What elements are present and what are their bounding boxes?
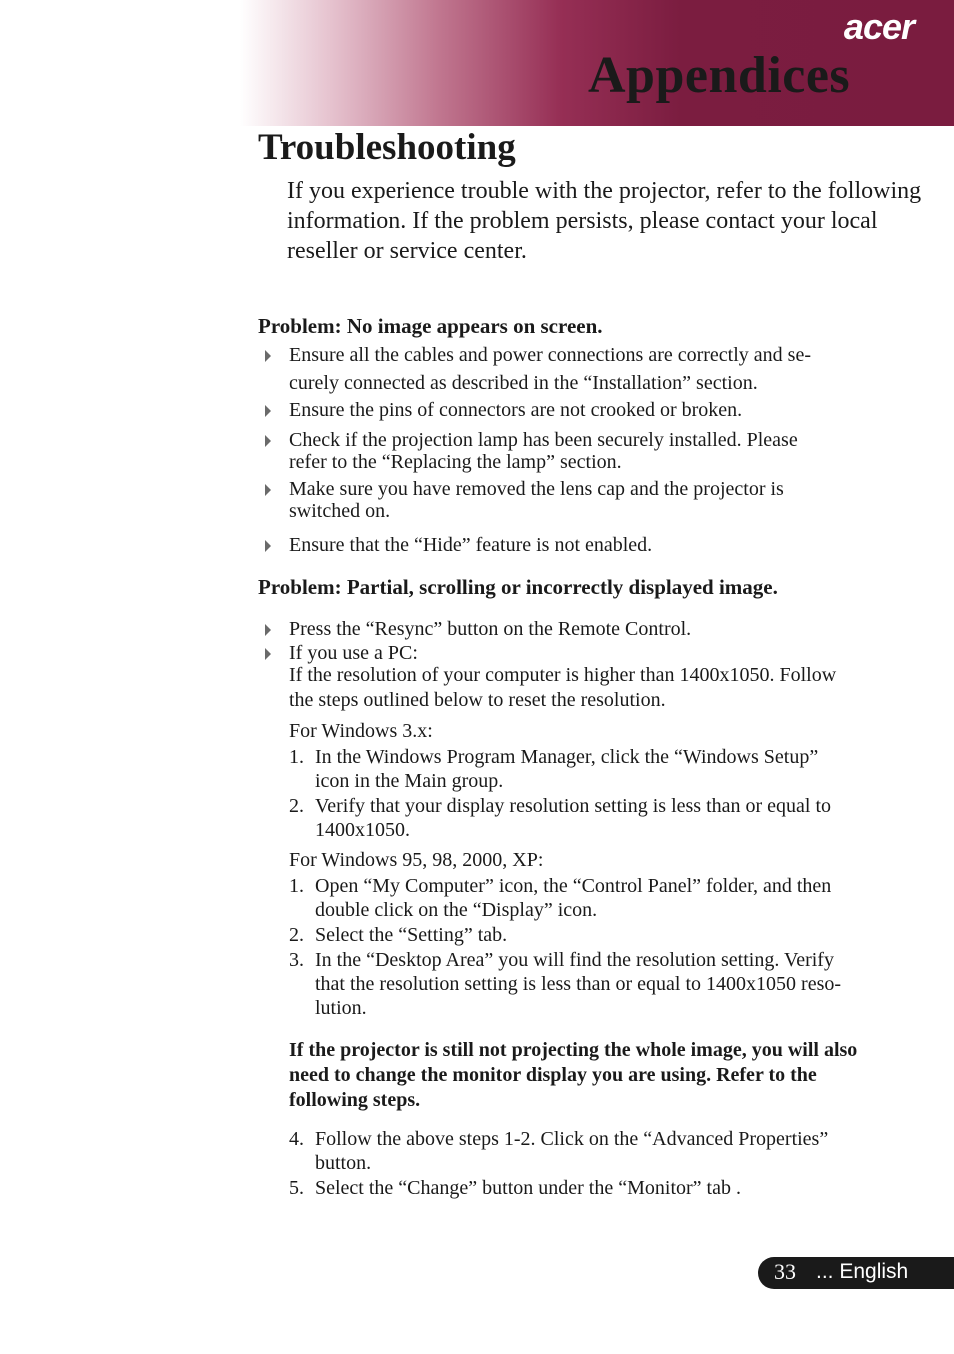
monitor-note: If the projector is still not projecting the whole image, you will also need to change the monitor display you are using. Refer to the following steps. [289, 1039, 858, 1111]
bullet-continuation: curely connected as described in the “Installation” section. [289, 372, 758, 394]
numbered-step: 1. Open “My Computer” icon, the “Control Panel” folder, and then double click on the “Display” icon. [289, 875, 832, 921]
chapter-title: Appendices [588, 47, 851, 104]
bullet-arrow-icon [265, 350, 271, 362]
bullet-continuation: refer to the “Replacing the lamp” section. [289, 451, 622, 473]
bullet-arrow-icon [265, 405, 271, 417]
bullet-item: Make sure you have removed the lens cap and the projector is [289, 478, 909, 501]
resolution-text: the steps outlined below to reset the resolution. [289, 689, 666, 711]
page-language: ... English [816, 1260, 909, 1283]
problem-heading-no-image: Problem: No image appears on screen. [258, 314, 603, 338]
bullet-item: Ensure that the “Hide” feature is not enabled. [289, 534, 909, 557]
bullet-item: Ensure the pins of connectors are not crooked or broken. [289, 399, 909, 422]
bullet-arrow-icon [265, 648, 271, 660]
numbered-step: 1. In the Windows Program Manager, click the “Windows Setup” icon in the Main group. [289, 746, 819, 792]
bullet-continuation: switched on. [289, 500, 391, 522]
intro-paragraph: If you experience trouble with the projector, refer to the following information. If the problem persists, please contact your local reseller or service center. [287, 178, 922, 264]
bullet-item: If you use a PC: [289, 642, 909, 665]
page-footer-tab [758, 1257, 954, 1289]
section-title: Troubleshooting [258, 127, 516, 168]
bullet-item: Check if the projection lamp has been securely installed. Please [289, 429, 909, 452]
bullet-arrow-icon [265, 484, 271, 496]
numbered-step: 3. In the “Desktop Area” you will find the resolution setting. Verify that the resolution setting is less than or equal to 1400x1050 reso- lution. [289, 949, 842, 1019]
bullet-arrow-icon [265, 624, 271, 636]
numbered-step: 2. Select the “Setting” tab. [289, 924, 508, 946]
resolution-text: If the resolution of your computer is higher than 1400x1050. Follow [289, 664, 837, 686]
numbered-step: 5. Select the “Change” button under the “Monitor” tab . [289, 1177, 741, 1199]
bullet-arrow-icon [265, 540, 271, 552]
bullet-arrow-icon [265, 435, 271, 447]
bullet-item: Press the “Resync” button on the Remote Control. [289, 618, 909, 641]
windows3-label: For Windows 3.x: [289, 720, 433, 742]
numbered-step: 2. Verify that your display resolution setting is less than or equal to 1400x1050. [289, 795, 832, 841]
acer-logo: acer [843, 6, 914, 47]
problem-heading-partial-image: Problem: Partial, scrolling or incorrectly displayed image. [258, 575, 778, 599]
numbered-step: 4. Follow the above steps 1-2. Click on the “Advanced Properties” button. [289, 1128, 829, 1174]
windows95-label: For Windows 95, 98, 2000, XP: [289, 849, 544, 871]
bullet-item: Ensure all the cables and power connections are correctly and se- [289, 344, 909, 367]
page-number: 33 [774, 1259, 796, 1284]
